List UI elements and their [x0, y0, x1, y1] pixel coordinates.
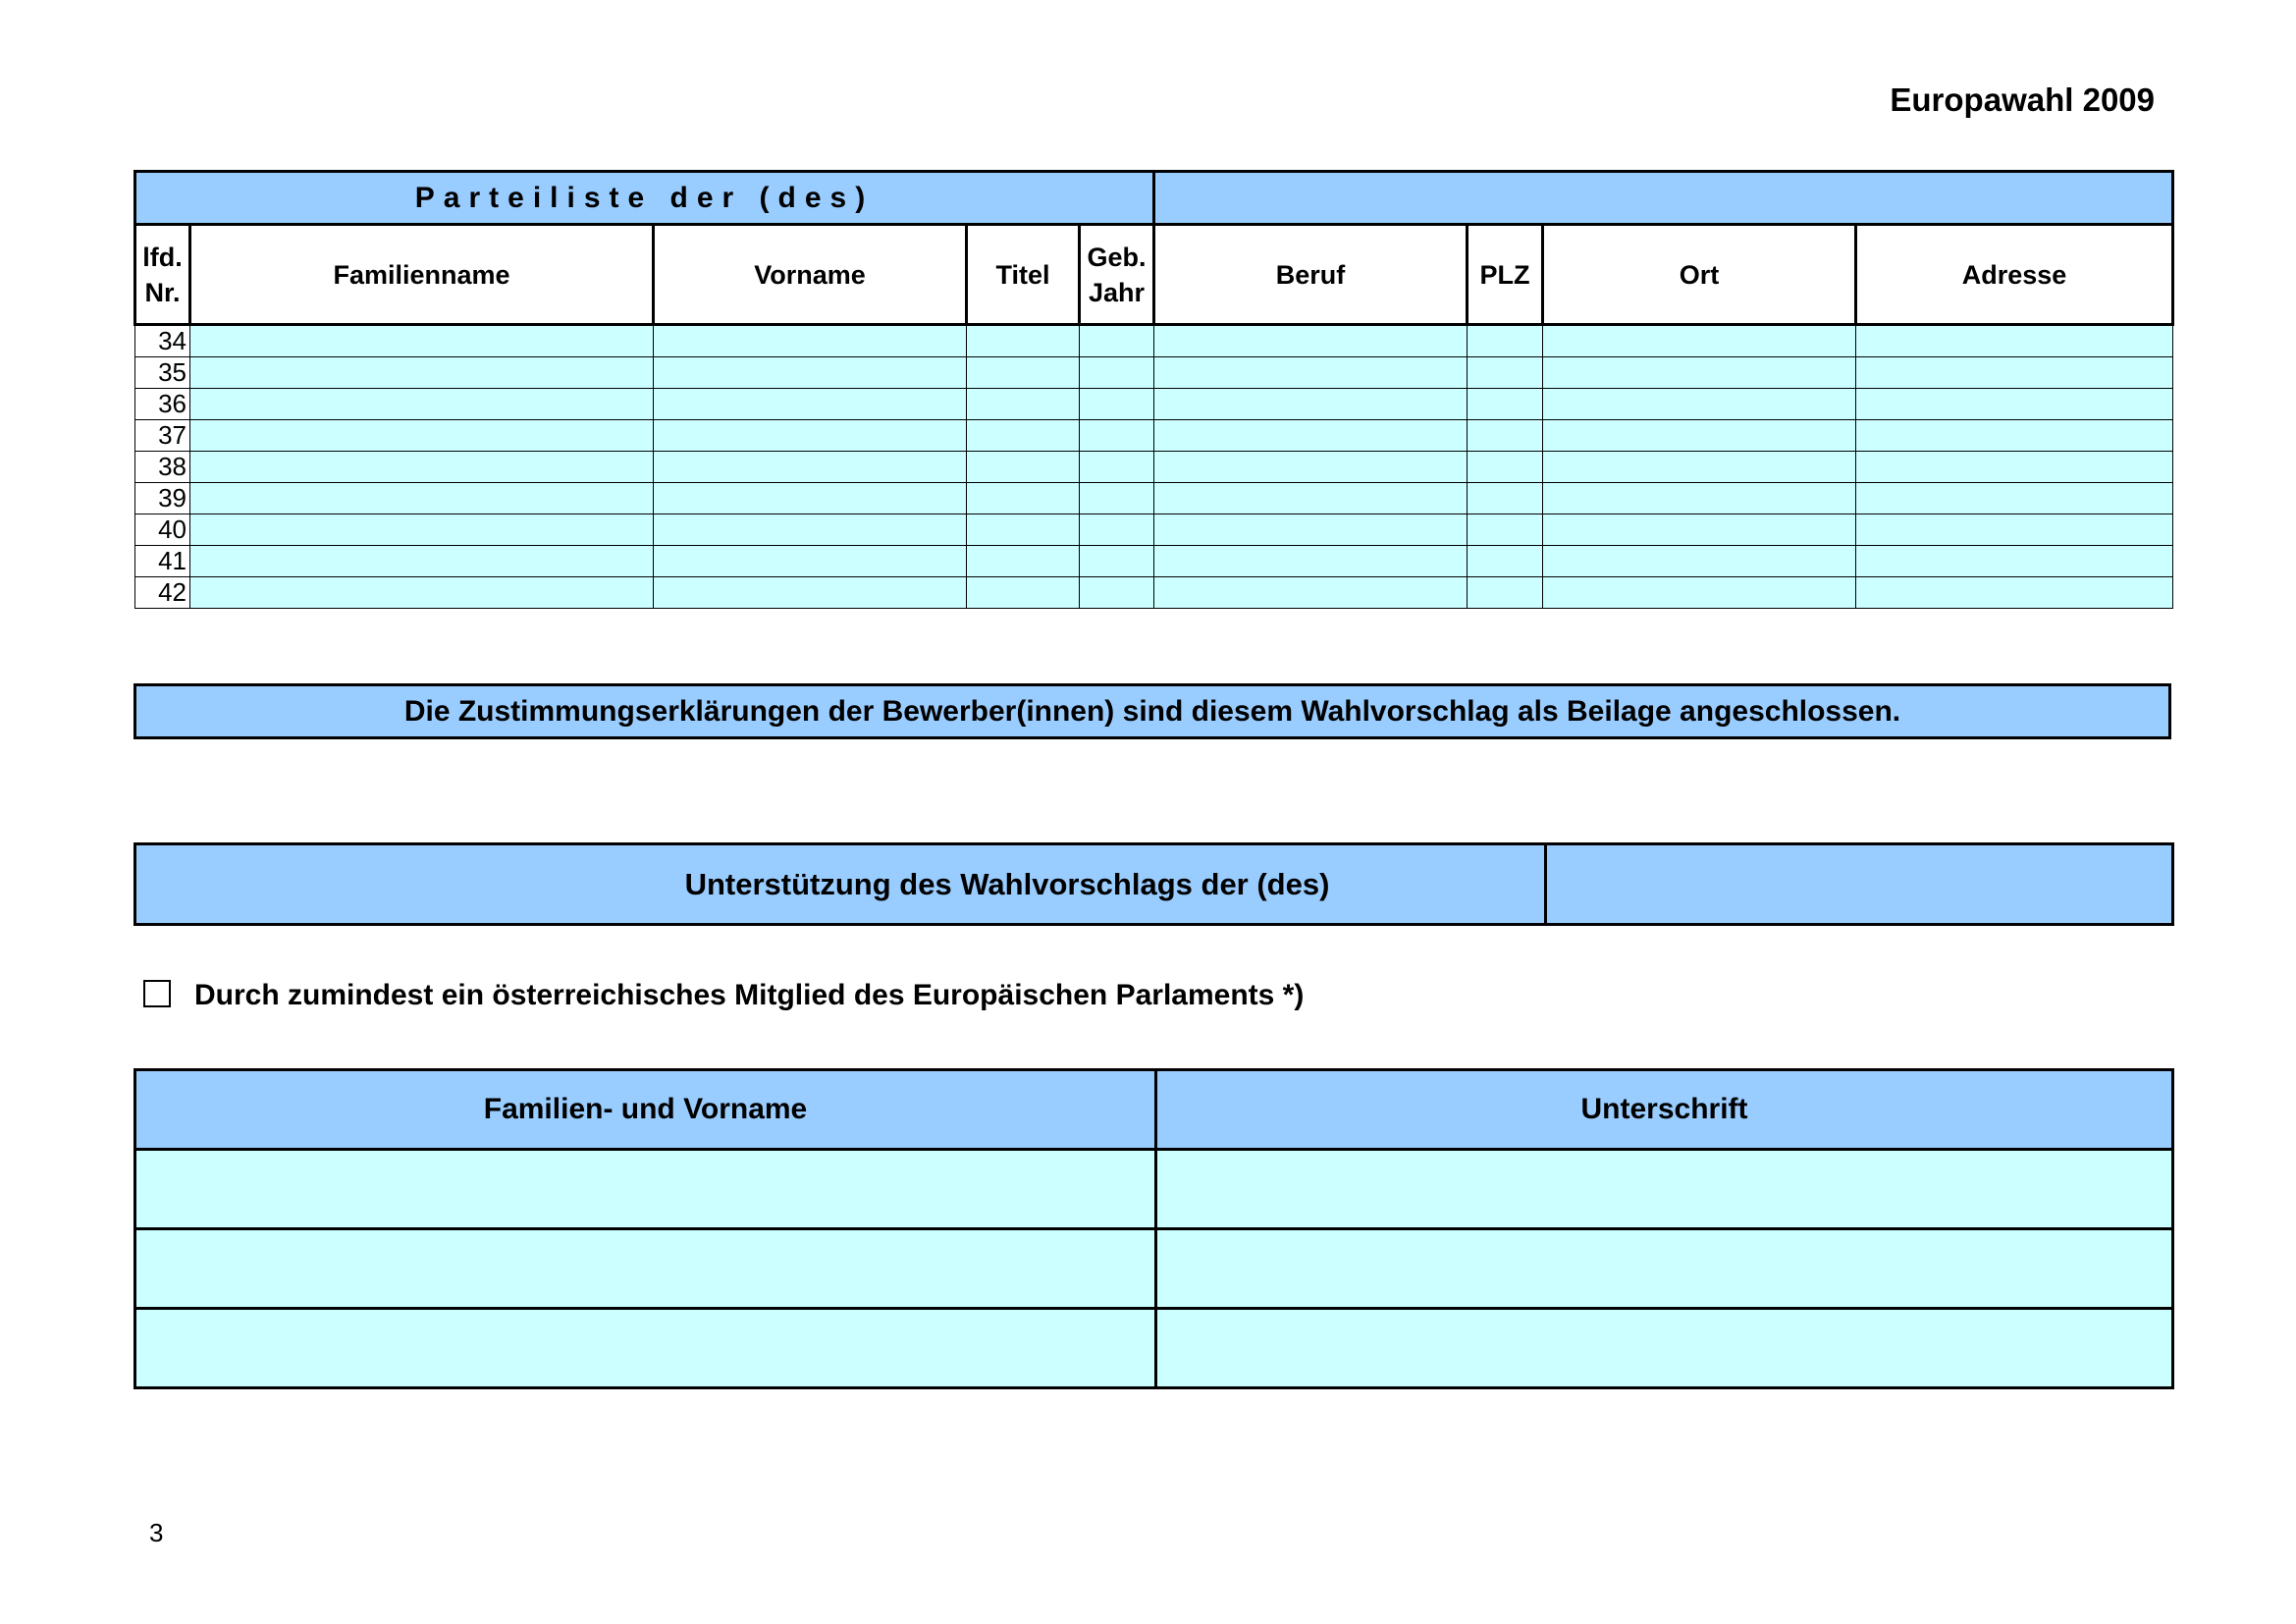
consent-notice: Die Zustimmungserklärungen der Bewerber(innen) sind diesem Wahlvorschlag als Beilage angeschlossen.	[403, 694, 1901, 728]
familienname-cell[interactable]	[190, 514, 654, 546]
signature-cell[interactable]	[1156, 1229, 2173, 1309]
name-cell[interactable]	[135, 1229, 1156, 1309]
vorname-cell[interactable]	[654, 546, 967, 577]
titel-cell[interactable]	[967, 420, 1080, 452]
mep-support-checkbox[interactable]	[143, 980, 171, 1007]
col-ort: Ort	[1543, 225, 1856, 325]
vorname-cell[interactable]	[654, 420, 967, 452]
col-signature: Unterschrift	[1156, 1070, 2173, 1150]
familienname-cell[interactable]	[190, 546, 654, 577]
row-number: 34	[135, 325, 190, 357]
signature-cell[interactable]	[1156, 1309, 2173, 1388]
plz-cell[interactable]	[1468, 514, 1543, 546]
vorname-cell[interactable]	[654, 452, 967, 483]
plz-cell[interactable]	[1468, 420, 1543, 452]
vorname-cell[interactable]	[654, 389, 967, 420]
adresse-cell[interactable]	[1856, 357, 2173, 389]
beruf-cell[interactable]	[1154, 389, 1468, 420]
row-number: 42	[135, 577, 190, 609]
familienname-cell[interactable]	[190, 483, 654, 514]
titel-cell[interactable]	[967, 452, 1080, 483]
adresse-cell[interactable]	[1856, 546, 2173, 577]
familienname-cell[interactable]	[190, 452, 654, 483]
beruf-cell[interactable]	[1154, 483, 1468, 514]
familienname-cell[interactable]	[190, 420, 654, 452]
table-row	[135, 546, 2173, 577]
col-lfd-line2: Nr.	[144, 277, 181, 307]
col-lfd-nr	[135, 225, 190, 325]
titel-cell[interactable]	[967, 325, 1080, 357]
table-row	[135, 577, 2173, 609]
plz-cell[interactable]	[1468, 483, 1543, 514]
page-number: 3	[149, 1518, 164, 1547]
col-lfd-line1: lfd.	[142, 242, 183, 272]
col-geb-jahr	[1080, 225, 1154, 325]
signature-row	[135, 1229, 2173, 1309]
geb-jahr-cell[interactable]	[1080, 357, 1154, 389]
adresse-cell[interactable]	[1856, 577, 2173, 609]
table-row	[135, 357, 2173, 389]
vorname-cell[interactable]	[654, 325, 967, 357]
col-titel: Titel	[967, 225, 1080, 325]
plz-cell[interactable]	[1468, 546, 1543, 577]
beruf-cell[interactable]	[1154, 546, 1468, 577]
plz-cell[interactable]	[1468, 577, 1543, 609]
col-beruf: Beruf	[1154, 225, 1468, 325]
geb-jahr-cell[interactable]	[1080, 420, 1154, 452]
document-title: Europawahl 2009	[1890, 81, 2155, 118]
col-geb-line1: Geb.	[1087, 242, 1147, 272]
col-adresse: Adresse	[1856, 225, 2173, 325]
vorname-cell[interactable]	[654, 357, 967, 389]
vorname-cell[interactable]	[654, 514, 967, 546]
ort-cell[interactable]	[1543, 389, 1856, 420]
row-number: 35	[135, 357, 190, 389]
table-row	[135, 325, 2173, 357]
plz-cell[interactable]	[1468, 325, 1543, 357]
geb-jahr-cell[interactable]	[1080, 546, 1154, 577]
signature-row	[135, 1150, 2173, 1229]
titel-cell[interactable]	[967, 546, 1080, 577]
signature-table	[133, 1068, 2174, 1389]
titel-cell[interactable]	[967, 483, 1080, 514]
adresse-cell[interactable]	[1856, 514, 2173, 546]
table-row	[135, 452, 2173, 483]
plz-cell[interactable]	[1468, 389, 1543, 420]
familienname-cell[interactable]	[190, 325, 654, 357]
beruf-cell[interactable]	[1154, 514, 1468, 546]
adresse-cell[interactable]	[1856, 420, 2173, 452]
col-family-and-first-name: Familien- und Vorname	[135, 1070, 1156, 1150]
party-name-field[interactable]	[1154, 172, 2173, 225]
ort-cell[interactable]	[1543, 357, 1856, 389]
adresse-cell[interactable]	[1856, 452, 2173, 483]
beruf-cell[interactable]	[1154, 577, 1468, 609]
party-list-title-cell	[135, 172, 1154, 225]
row-number: 36	[135, 389, 190, 420]
adresse-cell[interactable]	[1856, 325, 2173, 357]
name-cell[interactable]	[135, 1309, 1156, 1388]
titel-cell[interactable]	[967, 577, 1080, 609]
party-list-title: Parteiliste der (des)	[414, 181, 875, 214]
ort-cell[interactable]	[1543, 514, 1856, 546]
beruf-cell[interactable]	[1154, 452, 1468, 483]
geb-jahr-cell[interactable]	[1080, 483, 1154, 514]
row-number: 39	[135, 483, 190, 514]
row-number: 37	[135, 420, 190, 452]
beruf-cell[interactable]	[1154, 325, 1468, 357]
party-list-table	[133, 170, 2174, 609]
familienname-cell[interactable]	[190, 389, 654, 420]
ort-cell[interactable]	[1543, 577, 1856, 609]
geb-jahr-cell[interactable]	[1080, 577, 1154, 609]
col-geb-line2: Jahr	[1089, 277, 1146, 307]
familienname-cell[interactable]	[190, 357, 654, 389]
titel-cell[interactable]	[967, 389, 1080, 420]
ort-cell[interactable]	[1543, 420, 1856, 452]
consent-banner	[133, 683, 2171, 739]
geb-jahr-cell[interactable]	[1080, 325, 1154, 357]
col-vorname: Vorname	[654, 225, 967, 325]
vorname-cell[interactable]	[654, 577, 967, 609]
mep-support-label: Durch zumindest ein österreichisches Mitglied des Europäischen Parlaments *)	[194, 979, 1305, 1011]
geb-jahr-cell[interactable]	[1080, 514, 1154, 546]
table-row	[135, 483, 2173, 514]
geb-jahr-cell[interactable]	[1080, 452, 1154, 483]
row-number: 40	[135, 514, 190, 546]
signature-cell[interactable]	[1156, 1150, 2173, 1229]
support-party-field[interactable]	[1546, 844, 2173, 925]
row-number: 41	[135, 546, 190, 577]
table-row	[135, 389, 2173, 420]
support-label: Unterstützung des Wahlvorschlags der (des)	[684, 866, 1330, 901]
titel-cell[interactable]	[967, 514, 1080, 546]
support-header-table	[133, 842, 2174, 926]
table-row	[135, 514, 2173, 546]
adresse-cell[interactable]	[1856, 483, 2173, 514]
titel-cell[interactable]	[967, 357, 1080, 389]
signature-rows	[135, 1150, 2173, 1388]
familienname-cell[interactable]	[190, 577, 654, 609]
plz-cell[interactable]	[1468, 357, 1543, 389]
adresse-cell[interactable]	[1856, 389, 2173, 420]
name-cell[interactable]	[135, 1150, 1156, 1229]
support-label-cell	[135, 844, 1546, 925]
ort-cell[interactable]	[1543, 483, 1856, 514]
row-number: 38	[135, 452, 190, 483]
plz-cell[interactable]	[1468, 452, 1543, 483]
col-plz: PLZ	[1468, 225, 1543, 325]
party-list-rows	[135, 325, 2173, 609]
col-familienname: Familienname	[190, 225, 654, 325]
beruf-cell[interactable]	[1154, 357, 1468, 389]
ort-cell[interactable]	[1543, 452, 1856, 483]
beruf-cell[interactable]	[1154, 420, 1468, 452]
signature-row	[135, 1309, 2173, 1388]
ort-cell[interactable]	[1543, 546, 1856, 577]
table-row	[135, 420, 2173, 452]
geb-jahr-cell[interactable]	[1080, 389, 1154, 420]
ort-cell[interactable]	[1543, 325, 1856, 357]
vorname-cell[interactable]	[654, 483, 967, 514]
